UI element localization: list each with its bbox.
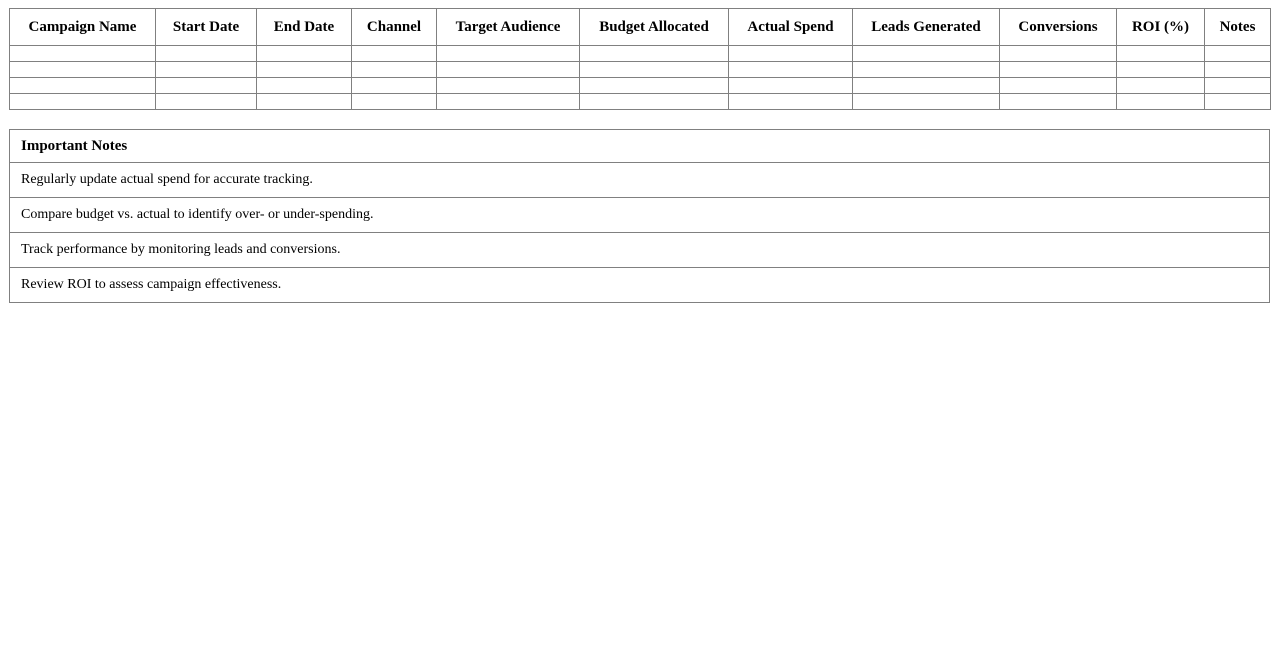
- column-header-campaign-name: Campaign Name: [10, 9, 156, 46]
- empty-cell[interactable]: [156, 94, 257, 110]
- empty-cell[interactable]: [1000, 62, 1117, 78]
- note-row: [10, 198, 1270, 233]
- note-row: [10, 163, 1270, 198]
- empty-cell[interactable]: [1205, 94, 1271, 110]
- empty-cell[interactable]: [1205, 62, 1271, 78]
- empty-cell[interactable]: [1000, 46, 1117, 62]
- column-header-target-audience: Target Audience: [437, 9, 580, 46]
- empty-data-row: [10, 78, 1271, 94]
- empty-cell[interactable]: [437, 46, 580, 62]
- empty-cell[interactable]: [853, 46, 1000, 62]
- empty-cell[interactable]: [10, 46, 156, 62]
- empty-cell[interactable]: [156, 62, 257, 78]
- empty-cell[interactable]: [257, 94, 352, 110]
- note-item: Track performance by monitoring leads and conversions.: [10, 233, 1270, 268]
- empty-cell[interactable]: [1205, 46, 1271, 62]
- empty-cell[interactable]: [729, 78, 853, 94]
- column-header-actual-spend: Actual Spend: [729, 9, 853, 46]
- column-header-budget-allocated: Budget Allocated: [580, 9, 729, 46]
- empty-cell[interactable]: [156, 78, 257, 94]
- empty-data-row: [10, 46, 1271, 62]
- column-header-end-date: End Date: [257, 9, 352, 46]
- important-notes-table: [9, 129, 1270, 303]
- empty-cell[interactable]: [1000, 78, 1117, 94]
- empty-cell[interactable]: [257, 62, 352, 78]
- empty-cell[interactable]: [10, 62, 156, 78]
- empty-data-row: [10, 62, 1271, 78]
- note-item: Review ROI to assess campaign effectiveness.: [10, 268, 1270, 303]
- note-item: Compare budget vs. actual to identify over- or under-spending.: [10, 198, 1270, 233]
- empty-cell[interactable]: [10, 94, 156, 110]
- document-page: [0, 0, 1278, 311]
- empty-cell[interactable]: [729, 62, 853, 78]
- empty-cell[interactable]: [853, 78, 1000, 94]
- empty-cell[interactable]: [437, 78, 580, 94]
- column-header-conversions: Conversions: [1000, 9, 1117, 46]
- empty-cell[interactable]: [580, 78, 729, 94]
- campaign-table-header-row: [10, 9, 1271, 46]
- column-header-start-date: Start Date: [156, 9, 257, 46]
- notes-title: Important Notes: [10, 130, 1270, 163]
- empty-cell[interactable]: [257, 78, 352, 94]
- empty-cell[interactable]: [580, 62, 729, 78]
- empty-cell[interactable]: [1117, 46, 1205, 62]
- empty-cell[interactable]: [580, 46, 729, 62]
- empty-cell[interactable]: [1117, 62, 1205, 78]
- empty-cell[interactable]: [1117, 78, 1205, 94]
- note-row: [10, 233, 1270, 268]
- campaign-tracker-table: [9, 8, 1271, 110]
- column-header-channel: Channel: [352, 9, 437, 46]
- empty-cell[interactable]: [10, 78, 156, 94]
- empty-cell[interactable]: [853, 62, 1000, 78]
- column-header-leads-generated: Leads Generated: [853, 9, 1000, 46]
- empty-cell[interactable]: [853, 94, 1000, 110]
- note-item: Regularly update actual spend for accurate tracking.: [10, 163, 1270, 198]
- empty-cell[interactable]: [352, 46, 437, 62]
- empty-cell[interactable]: [352, 62, 437, 78]
- empty-cell[interactable]: [1117, 94, 1205, 110]
- empty-cell[interactable]: [257, 46, 352, 62]
- empty-cell[interactable]: [1205, 78, 1271, 94]
- empty-cell[interactable]: [1000, 94, 1117, 110]
- column-header-roi: ROI (%): [1117, 9, 1205, 46]
- empty-cell[interactable]: [352, 78, 437, 94]
- column-header-notes: Notes: [1205, 9, 1271, 46]
- empty-cell[interactable]: [352, 94, 437, 110]
- empty-cell[interactable]: [580, 94, 729, 110]
- empty-data-row: [10, 94, 1271, 110]
- empty-cell[interactable]: [156, 46, 257, 62]
- note-row: [10, 268, 1270, 303]
- empty-cell[interactable]: [437, 94, 580, 110]
- notes-header-row: [10, 130, 1270, 163]
- empty-cell[interactable]: [437, 62, 580, 78]
- empty-cell[interactable]: [729, 46, 853, 62]
- empty-cell[interactable]: [729, 94, 853, 110]
